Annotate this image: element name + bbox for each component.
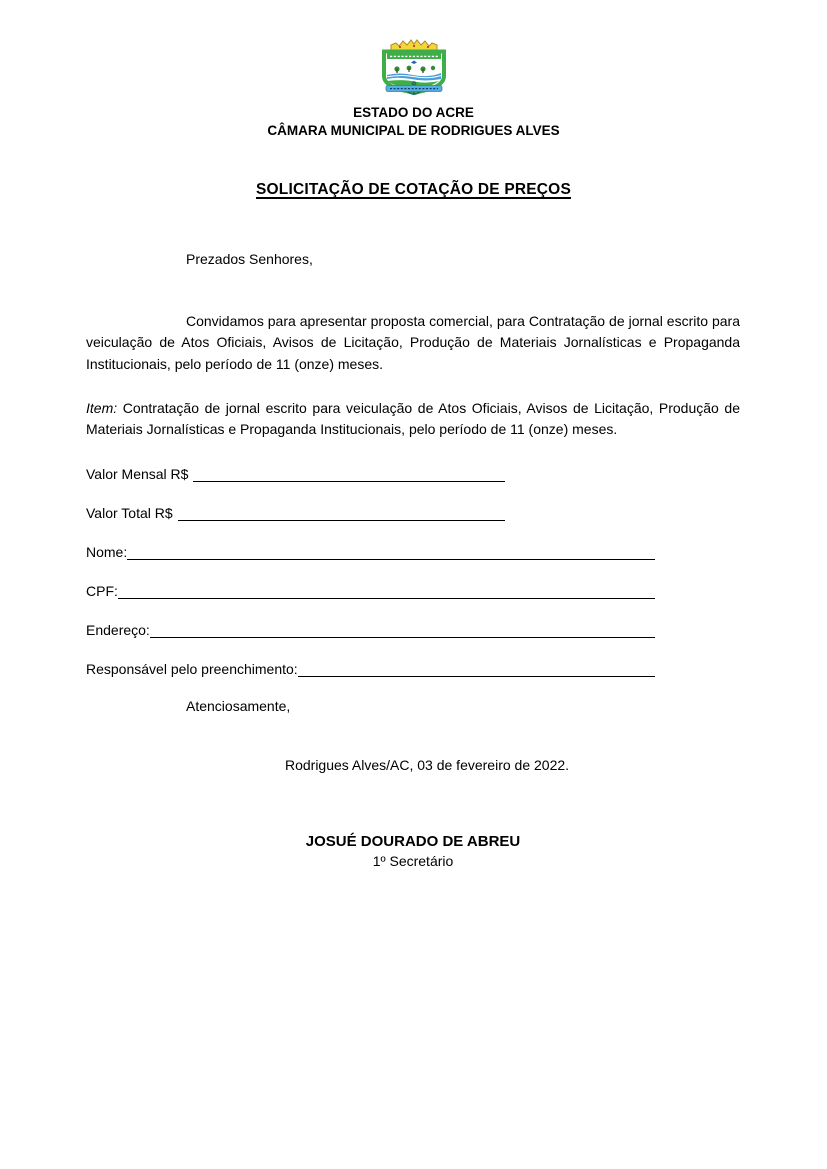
document-body	[0, 251, 827, 871]
field-responsavel	[86, 659, 655, 677]
field-valor-total-label: Valor Total R$	[86, 505, 173, 522]
field-endereco	[86, 620, 655, 638]
field-valor-mensal-fill-line[interactable]	[193, 464, 505, 482]
org-name-chamber: CÂMARA MUNICIPAL DE RODRIGUES ALVES	[267, 123, 560, 138]
document-title-row	[0, 181, 827, 199]
form-fields	[86, 464, 740, 677]
field-endereco-fill-line[interactable]	[150, 620, 655, 638]
paragraph-item	[86, 398, 740, 441]
field-nome-fill-line[interactable]	[127, 542, 655, 560]
field-valor-mensal	[86, 464, 505, 482]
item-text: Contratação de jornal escrito para veiculação de Atos Oficiais, Avisos de Licitação, Produção de Materiais Jornalísticas e Propaganda Institucionais, pelo período de 11 (onze) meses.	[86, 399, 740, 438]
municipal-coat-of-arms-icon	[373, 38, 455, 96]
field-cpf-fill-line[interactable]	[118, 581, 655, 599]
field-cpf-label: CPF:	[86, 583, 118, 600]
field-responsavel-label: Responsável pelo preenchimento:	[86, 661, 298, 678]
field-endereco-label: Endereço:	[86, 622, 150, 639]
field-valor-total-fill-line[interactable]	[178, 503, 505, 521]
item-label: Item:	[86, 399, 118, 416]
field-responsavel-fill-line[interactable]	[298, 659, 655, 677]
signer-role: 1º Secretário	[372, 853, 454, 870]
field-cpf	[86, 581, 655, 599]
closing-salutation: Atenciosamente,	[186, 698, 291, 715]
field-valor-mensal-label: Valor Mensal R$	[86, 466, 189, 483]
document-title: SOLICITAÇÃO DE COTAÇÃO DE PREÇOS	[256, 181, 571, 198]
header-crest-container	[0, 0, 827, 101]
signature-block	[86, 832, 740, 871]
place-date-line: Rodrigues Alves/AC, 03 de fevereiro de 2022.	[284, 757, 570, 774]
field-valor-total	[86, 503, 505, 521]
field-nome	[86, 542, 655, 560]
paragraph-invitation: Convidamos para apresentar proposta comercial, para Contratação de jornal escrito para veiculação de Atos Oficiais, Avisos de Licitação, Produção de Materiais Jornalísticas e Propaganda Institucionais, pelo período de 11 (onze) meses.	[86, 313, 740, 372]
crown-icon	[391, 40, 437, 51]
signer-name: JOSUÉ DOURADO DE ABREU	[305, 833, 521, 851]
org-name-state: ESTADO DO ACRE	[353, 105, 474, 120]
salutation: Prezados Senhores,	[186, 251, 313, 267]
ribbon-banner	[386, 86, 442, 92]
field-nome-label: Nome:	[86, 544, 128, 561]
